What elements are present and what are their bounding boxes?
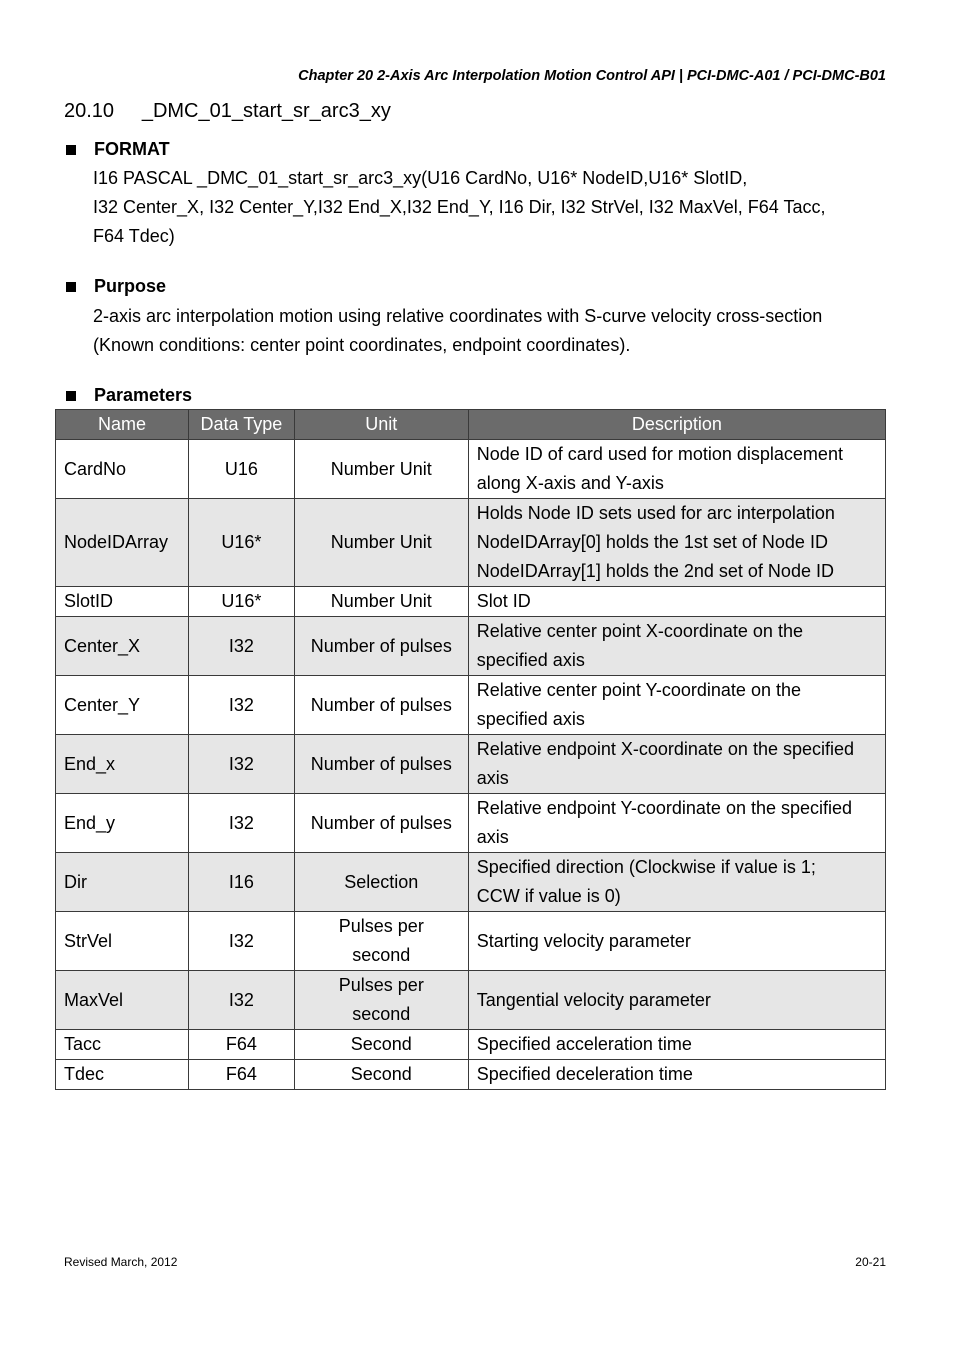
description-line: NodeIDArray[1] holds the 2nd set of Node ID: [476, 561, 834, 581]
square-bullet-icon: [66, 391, 76, 401]
param-unit-cell: Selection: [294, 853, 468, 912]
parameters-table: [55, 409, 886, 1090]
table-row: [56, 971, 886, 1030]
column-header-name: Name: [56, 410, 189, 440]
square-bullet-icon: [66, 282, 76, 292]
description-line: Starting velocity parameter: [476, 930, 691, 951]
description-line: Slot ID: [476, 591, 531, 611]
param-unit-cell: Number Unit: [294, 499, 468, 587]
format-line: I16 PASCAL _DMC_01_start_sr_arc3_xy(U16 CardNo, U16* NodeID,U16* SlotID,: [93, 168, 748, 188]
param-name-cell: End_x: [56, 735, 189, 794]
param-description-cell: [468, 676, 885, 735]
purpose-heading: [64, 276, 166, 297]
param-type-cell: U16: [188, 440, 294, 499]
param-name-cell: SlotID: [56, 587, 189, 617]
param-type-cell: I32: [188, 676, 294, 735]
description-line: axis: [476, 827, 509, 847]
param-name-cell: StrVel: [56, 912, 189, 971]
table-row: [56, 1030, 886, 1060]
param-description-cell: [468, 1060, 885, 1090]
table-row: [56, 912, 886, 971]
param-description-cell: [468, 853, 885, 912]
table-row: [56, 499, 886, 587]
param-unit-cell: Number of pulses: [294, 676, 468, 735]
param-description-cell: [468, 735, 885, 794]
table-row: [56, 1060, 886, 1090]
table-body: [56, 440, 886, 1090]
square-bullet-icon: [66, 145, 76, 155]
table-row: [56, 735, 886, 794]
format-line: I32 Center_X, I32 Center_Y,I32 End_X,I32 End_Y, I16 Dir, I32 StrVel, I32 MaxVel, F64 Tacc,: [93, 197, 826, 217]
param-name-cell: Dir: [56, 853, 189, 912]
description-line: Specified deceleration time: [476, 1064, 693, 1084]
table-header-row: [56, 410, 886, 440]
description-line: NodeIDArray[0] holds the 1st set of Node ID: [476, 532, 828, 552]
footer-page-number: 20-21: [855, 1255, 886, 1269]
description-line: CCW if value is 0): [476, 886, 621, 906]
column-header-unit: Unit: [294, 410, 468, 440]
purpose-line: 2-axis arc interpolation motion using relative coordinates with S-curve velocity cross-section: [93, 306, 823, 326]
purpose-line: (Known conditions: center point coordinates, endpoint coordinates).: [93, 335, 631, 355]
column-header-data-type: Data Type: [188, 410, 294, 440]
parameters-heading-label: Parameters: [94, 385, 193, 405]
description-line: along X-axis and Y-axis: [476, 473, 664, 493]
param-unit-cell: Number of pulses: [294, 617, 468, 676]
param-name-cell: NodeIDArray: [56, 499, 189, 587]
param-type-cell: I32: [188, 794, 294, 853]
description-line: Holds Node ID sets used for arc interpolation: [476, 503, 835, 523]
param-unit-cell: Pulses per second: [294, 971, 468, 1030]
param-type-cell: I32: [188, 971, 294, 1030]
param-unit-cell: Second: [294, 1030, 468, 1060]
column-header-description: Description: [468, 410, 885, 440]
footer-revision: Revised March, 2012: [64, 1255, 178, 1269]
param-name-cell: MaxVel: [56, 971, 189, 1030]
param-description-cell: [468, 971, 885, 1030]
description-line: Node ID of card used for motion displacement: [476, 444, 843, 464]
param-unit-cell: Number Unit: [294, 440, 468, 499]
param-description-cell: [468, 499, 885, 587]
description-line: Tangential velocity parameter: [476, 989, 711, 1010]
description-line: specified axis: [476, 709, 585, 729]
table-row: [56, 794, 886, 853]
param-type-cell: I32: [188, 617, 294, 676]
description-line: Relative center point X-coordinate on the: [476, 621, 803, 641]
param-description-cell: [468, 1030, 885, 1060]
param-type-cell: U16*: [188, 499, 294, 587]
param-name-cell: Tacc: [56, 1030, 189, 1060]
format-heading-label: FORMAT: [94, 139, 170, 159]
param-type-cell: I16: [188, 853, 294, 912]
description-line: Specified direction (Clockwise if value is 1;: [476, 857, 816, 877]
param-name-cell: Center_X: [56, 617, 189, 676]
description-line: Relative endpoint Y-coordinate on the specified: [476, 798, 853, 818]
param-description-cell: [468, 912, 885, 971]
param-unit-cell: Second: [294, 1060, 468, 1090]
table-row: [56, 676, 886, 735]
param-unit-cell: Number of pulses: [294, 794, 468, 853]
param-type-cell: F64: [188, 1030, 294, 1060]
format-text: [93, 164, 893, 251]
param-type-cell: U16*: [188, 587, 294, 617]
param-type-cell: I32: [188, 912, 294, 971]
description-line: Specified acceleration time: [476, 1034, 692, 1054]
param-description-cell: [468, 587, 885, 617]
table-row: [56, 853, 886, 912]
table-row: [56, 587, 886, 617]
format-heading: [64, 139, 170, 160]
description-line: specified axis: [476, 650, 585, 670]
chapter-header: Chapter 20 2-Axis Arc Interpolation Motion Control API | PCI-DMC-A01 / PCI-DMC-B01: [298, 68, 886, 84]
purpose-text: [93, 302, 893, 360]
description-line: axis: [476, 768, 509, 788]
table-row: [56, 617, 886, 676]
param-unit-cell: Number of pulses: [294, 735, 468, 794]
param-name-cell: Tdec: [56, 1060, 189, 1090]
param-type-cell: I32: [188, 735, 294, 794]
param-description-cell: [468, 617, 885, 676]
param-name-cell: CardNo: [56, 440, 189, 499]
description-line: Relative center point Y-coordinate on the: [476, 680, 801, 700]
param-description-cell: [468, 440, 885, 499]
section-title: 20.10 _DMC_01_start_sr_arc3_xy: [64, 100, 391, 122]
table-row: [56, 440, 886, 499]
description-line: Relative endpoint X-coordinate on the specified: [476, 739, 855, 759]
param-type-cell: F64: [188, 1060, 294, 1090]
param-unit-cell: Number Unit: [294, 587, 468, 617]
param-description-cell: [468, 794, 885, 853]
purpose-heading-label: Purpose: [94, 276, 167, 296]
parameters-heading: [64, 385, 192, 406]
param-unit-cell: Pulses per second: [294, 912, 468, 971]
format-line: F64 Tdec): [93, 226, 175, 246]
param-name-cell: End_y: [56, 794, 189, 853]
param-name-cell: Center_Y: [56, 676, 189, 735]
